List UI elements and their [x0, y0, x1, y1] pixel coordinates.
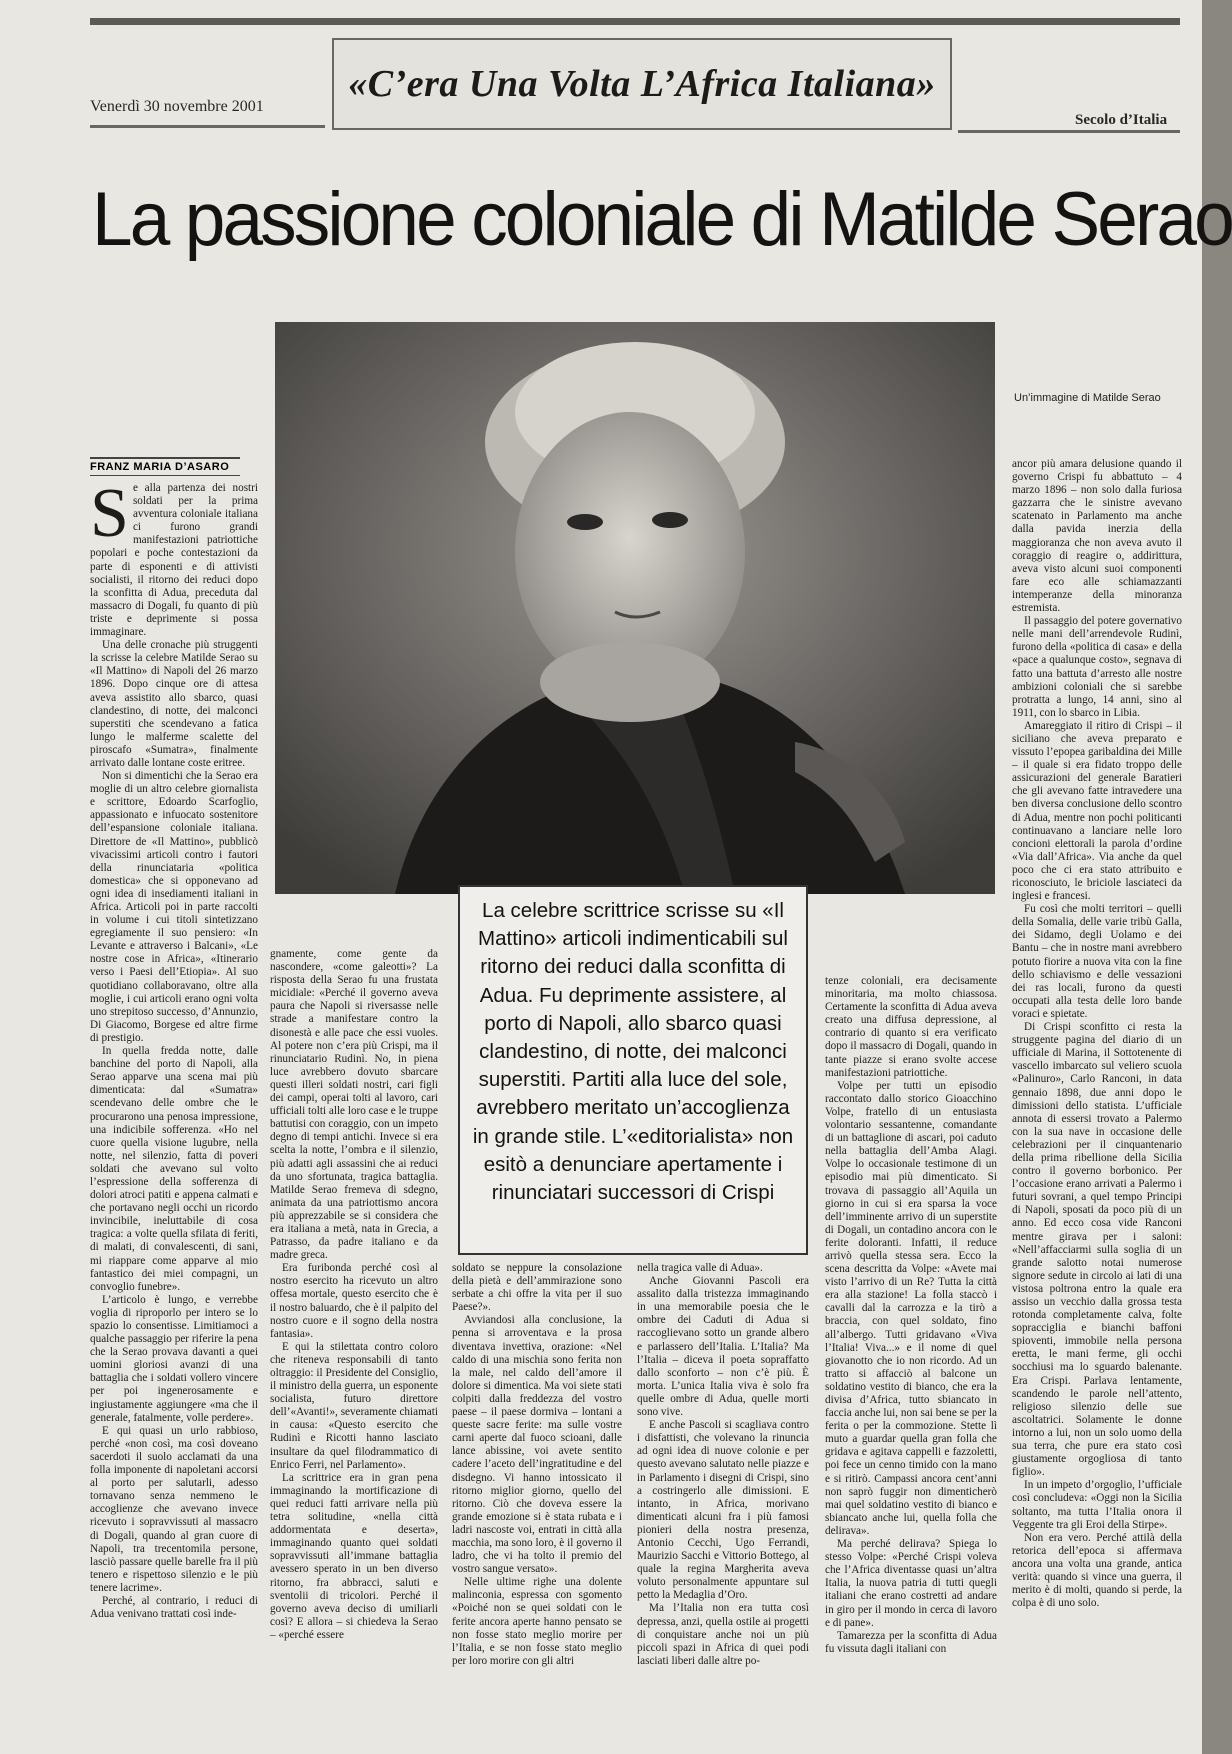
paragraph: Ma l’Italia non era tutta così depressa, anzi, quella ostile ai progetti di conquistare anche noi un più piccoli spazi in Africa di quei podi lasciati liberi dalle altre po-: [637, 1602, 809, 1667]
masthead-rule: [90, 18, 1180, 25]
paragraph: Tamarezza per la sconfitta di Adua fu vissuta dagli italiani con: [825, 1629, 997, 1655]
portrait-illustration: [275, 322, 995, 894]
paragraph: Non era vero. Perché attilà della retorica dell’epoca si affermava ancora una volta una grande, antica verità: quando si vince una guerra, il merito è di molti, quando si perde, la colpa è di uno solo.: [1012, 1531, 1182, 1610]
paragraph: E qui quasi un urlo rabbioso, perché «non così, ma così doveano sacerdoti il suolo acclamati da una folla imponente di napoletani accorsi al porto per salutarli, adesso tornavano senza nemmeno le accoglienze che avevano invece ricevuto i sopravvissuti al massacro di Dogali, quando al gran cuore di Napoli, tra trecentomila persone, lasciò passare quelle barelle fra il più tenero e rispettoso silenzio e le più tenere lacrime».: [90, 1424, 258, 1594]
article-column-2: [270, 948, 438, 1641]
paragraph: nella tragica valle di Adua».: [637, 1262, 763, 1274]
paragraph: Amareggiato il ritiro di Crispi – il siciliano che aveva preparato e vissuto l’epopea garibaldina dei Mille – il quale si era fidato troppo delle assicurazioni del generale Baratieri che gli avevano fatte intravedere una ben diversa conclusione dello scontro di Adua, mentre non pochi politicanti continuavano a lanciare nelle loro concioni elettorali la parola d’ordine «Via dall’Africa». Via anche da quel poco che ci era stato attribuito e riconosciuto, le briciole lasciateci da inglesi e francesi.: [1012, 719, 1182, 903]
paragraph: Una delle cronache più struggenti la scrisse la celebre Matilde Serao su «Il Mattino» di Napoli del 26 marzo 1896. Dopo cinque ore di attesa aveva assistito allo sbarco, quasi clandestino, di notte, dei malconci superstiti che scendevano a fatica lungo le malferme scalette del piroscafo «Sumatra», finalmente arrivato dalle lontane coste eritree.: [90, 639, 258, 769]
article-column-6: [1012, 458, 1182, 1610]
drop-cap: S: [90, 475, 129, 552]
paragraph: L’articolo è lungo, e verrebbe voglia di riproporlo per intero se lo spazio lo consentisse. Limitiamoci a qualche passaggio per riferire la pena che la Serao provava davanti a quei uomini gloriosi avanzi di una battaglia che i soldati vollero vincere per poi ingenerosamente e ingiustamente aggiungere «ma che il generale, fatalmente, volle perdere».: [90, 1293, 258, 1424]
series-banner: [332, 38, 952, 130]
paragraph: Non si dimentichi che la Serao era moglie di un altro celebre giornalista e scrittore, Edoardo Scarfoglio, appassionato e infuocato sostenitore dell’espansione coloniale italiana. Direttore de «Il Mattino», pubblicò vivacissimi articoli contro i fautori della rinunciataria «politica domestica» che si opponevano ad ogni idea di insediamenti italiani in Africa. Articoli poi in parte raccolti in volume i cui titoli sintetizzano egregiamente il suo pensiero: «In Levante e attraverso i Balcani», «Le nostre cose in Africa», «Itinerario verso i Paesi dell’Etiopia». Al suo quotidiano collaboravano, oltre alla moglie, i cui articoli erano ogni volta uno strepitoso successo, d’Annunzio, Di Giacomo, Borgese ed altre firme di prestigio.: [90, 770, 258, 1044]
paragraph: gnamente, come gente da nascondere, «come galeotti»? La risposta della Serao fu una frustata micidiale: «Perché il governo aveva paura che Napoli si riversasse nelle strade a manifestare contro la disonestà e alle pace che essi vuoles. Al potere non c’era più Crispi, ma il rinunciatario Rudinì. No, in piena luce avrebbero dovuto sbarcare questi illeri soldati nostri, cari figli dei campi, operai tolti al lavoro, cari ufficiali tolti alle loro case e le truppe battutisi con coraggio, con un impeto degno di tempi antichi. Invece si era scelta la notte, l’ombra e il silenzio, più adatti agli assassini che ai reduci da uno sfortunata, tragica battaglia. Matilde Serao fremeva di sdegno, animata da una patriottismo ancora più apprezzabile se si considera che era italiana a metà, nata in Grecia, a Patrasso, da padre italiano e da madre greca.: [270, 948, 438, 1262]
paragraph: In un impeto d’orgoglio, l’ufficiale così concludeva: «Oggi non la Sicilia soltanto, ma tutta l’Italia onora il Veggente tra gli Eroi della Stirpe».: [1012, 1479, 1182, 1531]
paragraph: tenze coloniali, era decisamente minoritaria, ma molto chiassosa. Certamente la sconfitta di Adua aveva creato una diffusa depressione, al contrario di quanto si era verificato dopo il massacro di Dogali, quando in tante piazze si erano svolte accese manifestazioni patriottiche.: [825, 975, 997, 1079]
paragraph: In quella fredda notte, dalle banchine del porto di Napoli, alla Serao apparve una scena mai più dimenticata: dal «Sumatra» scendevano delle ombre che le procurarono una penosa impressione, una indicibile sofferenza. «Ho nel cuore quella visione lugubre, nella notte, nel silenzio, fatta di poveri soldati che avevano sul volto l’espressione della sofferenza di dolori atroci patiti e appena calmati e che portavano negli occhi un ricordo invincibile, ineluttabile di cosa tragica: a volte quella sfilata di feriti, di malati, di convalescenti, di sani, mi riappare come apparve al mio fantastico dei miei compagni, un convoglio funebre».: [90, 1045, 258, 1293]
newspaper-rule: [958, 130, 1180, 133]
article-column-4: [637, 1262, 809, 1667]
pull-quote: La celebre scrittrice scrisse su «Il Mattino» articoli indimenticabili sul ritorno dei reduci dalla sconfitta di Adua. Fu deprimente assistere, al porto di Napoli, allo sbarco quasi clandestino, di notte, dei malconci superstiti. Partiti alla luce del sole, avrebbero meritato un’accoglienza in grande stile. L’«editorialista» non esitò a denunciare apertamente i rinunciatari successori di Crispi: [458, 885, 808, 1255]
photo-caption: Un’immagine di Matilde Serao: [1014, 392, 1161, 404]
series-title: «C’era Una Volta L’Africa Italiana»: [348, 63, 936, 105]
paragraph: La scrittrice era in gran pena immaginando la mortificazione di quei reduci fatti arrivare nella più tetra solitudine, «nella città addormentata e deserta», immaginando quanto quei soldati sopravvissuti all’immane battaglia avessero sperato in un ben diverso ritorno, fra abbracci, saluti e sventolii di tricolori. Perché il governo aveva deciso di umiliarli così? E allora – si chiedeva la Serao – «perché essere: [270, 1471, 438, 1641]
paragraph: e alla partenza dei nostri soldati per la prima avventura coloniale italiana ci furono grandi manifestazioni patriottiche popolari e poche contestazioni da parte di esponenti e di attivisti socialisti, il ritorno dei reduci dopo la sconfitta di Adua, preceduta dal massacro di Dogali, fu quanto di più triste e deprimente si possa immaginare.: [90, 482, 258, 639]
paragraph: Nelle ultime righe una dolente malinconia, espressa con sgomento «Poiché non se quei soldati con le ferite ancora aperte hanno pensato se non fosse stato meglio morire per l’Italia, e se non fosse stato meglio per loro morire con gli altri: [452, 1576, 622, 1667]
date-rule: [90, 125, 325, 128]
issue-date: Venerdì 30 novembre 2001: [90, 98, 264, 115]
paragraph: E anche Pascoli si scagliava contro i disfattisti, che volevano la rinuncia ad ogni idea di nuove colonie e per questo avevano salutato nelle piazze e in Parlamento i disegni di Crispi, sino a costringerlo alle dimissioni. E intanto, in Africa, morivano dimenticati alcuni fra i più famosi pionieri della nostra presenza, Antonio Cecchi, Ugo Ferrandi, Maurizio Sacchi e Vittorio Bottego, al quale la regina Margherita aveva voluto personalmente appuntare sul petto la Medaglia d’Oro.: [637, 1419, 809, 1602]
article-column-1: [90, 475, 258, 1621]
article-column-5: [825, 975, 997, 1655]
paragraph: E qui la stilettata contro coloro che riteneva responsabili di tanto oltraggio: il Presidente del Consiglio, il ministro della guerra, un esponente socialista, futuro direttore dell’«Avanti!», severamente chiamati in causa: «Questo esercito che Rudinì e Ricotti hanno lasciato insultare da quel filodrammatico di Enrico Ferri, nel Parlamento».: [270, 1340, 438, 1471]
article-column-3: [452, 1262, 622, 1667]
paragraph: Avviandosi alla conclusione, la penna si arroventava e la prosa diventava invettiva, orazione: «Nel caldo di una mischia sono ferita non la male, nel caldo dell’amore il dolore si dimentica. Ma voi siete stati colpiti dalla freddezza del vostro paese – il paese dormiva – lontani a queste sacre ferite: ma sulle vostre carni aperte dal fuoco scioani, dalle lance abissine, voi avete sentito cadere l’aceto dell’ingratitudine e del disdegno. Vi hanno intossicato il ritorno miglior giorno, quello del ritorno. Ciò che doveva essere la grande emozione si è stata rubata e i ladri nascoste voi, entrati in città alla macchia, ma sono loro, è il governo il ladro, che vi ha tolto il premio del vostro sangue versato».: [452, 1314, 622, 1576]
paragraph: Il passaggio del potere governativo nelle mani dell’arrendevole Rudinì, furono della «politica di casa» e della «pace a qualunque costo», segnava di fatto una battuta d’arresto alle nostre ambizioni coloniali che si sarebbe protratta a lungo, 14 anni, sino al 1911, con lo sbarco in Libia.: [1012, 615, 1182, 719]
headline: La passione coloniale di Matilde Serao: [92, 177, 1232, 262]
paragraph: Volpe per tutti un episodio raccontato dallo storico Gioacchino Volpe, fratello di un entusiasta volontario sessantenne, comandante di un battaglione di ascari, poi caduto nella battaglia dell’Amba Alagi. Volpe lo occasionale testimone di un episodio mai più dimenticato. Si trovava di passaggio all’Aquila un giorno in cui si era sparsa la voce dell’imminente arrivo di un superstite di Dogali, un contadino ancora con le ferite doloranti. Infatti, il reduce arrivò quella stessa sera. Ecco la scena descritta da Volpe: «Avete mai visto l’arrivo di un Re? Tutta la città era alla stazione! La folla staccò i cavalli dal la carrozza e la tirò a braccia, con quel soldato, fino all’albergo. Tutti gridavano «Viva l’Italia! Viva...» e il nome di quel giovanotto che io non ricordo. Ad un tratto si affacciò al balcone un soldatino vestito di bianco, che era la divisa d’Africa, tutto sbiancato in faccia anche lui, non sai bene se per la ferita o per la commozione. Stette lì muto a guardar quella gran folla che gridava e agitava cappelli e fazzoletti, poi fece un cenno timido con la mano e si ritirò. Campassi ancora cent’anni non saprò fuggir non dimenticherò mai quel soldatino vestito di bianco e sbiancato anche lui, quella folla che delirava».: [825, 1079, 997, 1537]
paragraph: Era furibonda perché così al nostro esercito ha ricevuto un altro offesa mortale, questo esercito che è il nostro baluardo, che è il palpito del nostro cuore e il sogno della nostra fantasia».: [270, 1262, 438, 1340]
paragraph: Anche Giovanni Pascoli era assalito dalla tristezza immaginando in una memorabile poesia che le ombre dei Caduti di Adua si raccoglievano sotto un grande albero e parlassero dell’Italia. L’Italia? Ma l’Italia – diceva il poeta sopraffatto dallo sconforto – non c’è più. È morta. L’unica Italia viva è solo fra quelle ombre di Adua, quelle morti sono vive.: [637, 1275, 809, 1419]
portrait-photo: [275, 322, 995, 894]
paragraph: Fu così che molti territori – quelli della Somalia, delle varie tribù Galla, dei Sidamo, degli Uolamo e dei Bantu – che in nostre mani avrebbero potuto fiorire a nuova vita con la fine dello schiavismo e delle vessazioni dei ras locali, furono da questi occupati alla testa delle loro bande voraci e spietate.: [1012, 903, 1182, 1020]
paragraph: soldato se neppure la consolazione della pietà e dell’ammirazione sono serbate a chi offre la vita per il suo Paese?».: [452, 1262, 622, 1314]
byline: FRANZ MARIA D’ASARO: [90, 457, 240, 476]
paragraph: ancor più amara delusione quando il governo Crispi fu abbattuto – 4 marzo 1896 – non solo dalla furiosa gazzarra che le sinistre avevano scatenato in Parlamento ma anche dalla pavida inerzia della maggioranza che non aveva avuto il coraggio di reagire o, addirittura, aveva visto alcuni suoi componenti fare eco alle schiamazzanti intemperanze della minoranza estremista.: [1012, 458, 1182, 615]
paragraph: Di Crispi sconfitto ci resta la struggente pagina del diario di un ufficiale di Marina, il Sottotenente di vascello imbarcato sul veliero scuola «Palinuro», Carlo Ranconi, in data gennaio 1898, due anni dopo le dimissioni dello statista. L’ufficiale annota di essersi trovato a Palermo con la sua nave in occasione delle celebrazioni per il cinquantenario della prima ribellione della Sicilia contro il governo borbonico. Per l’occasione erano arrivati a Palermo i futuri sovrani, a quel tempo Principi di Napoli, sposati da poco più di un anno. Ed ecco cosa vide Ranconi mentre girava per i saloni: «Nell’affacciarmi sulla soglia di un grande salotto notai numerose signore sedute in circolo ai lati di una vistosa poltrona entro la quale era assiso un vecchio dalla grossa testa rotonda completamente calva, folte sopracciglia e bianchi baffoni spioventi, immobile nella persona eretta, le mani ferme, gli occhi socchiusi ma lo sguardo balenante. Era Crispi. Parlava lentamente, scandendo le parole nell’attento, religioso silenzio delle sue ascoltatrici. Solamente le donne intorno a lui, non un solo uomo della sua terra, che pure era stato così giustamente orgogliosa di tanto figlio».: [1012, 1021, 1182, 1479]
newspaper-name: Secolo d’Italia: [1075, 112, 1168, 128]
paragraph: Ma perché delirava? Spiega lo stesso Volpe: «Perché Crispi voleva che l’Africa diventasse quasi un’altra Italia, la nuova patria di tutti quegli italiani che erano costretti ad andare in giro per il mondo in cerca di lavoro e di pane».: [825, 1538, 997, 1629]
paragraph: Perché, al contrario, i reduci di Adua venivano trattati così inde-: [90, 1594, 258, 1621]
